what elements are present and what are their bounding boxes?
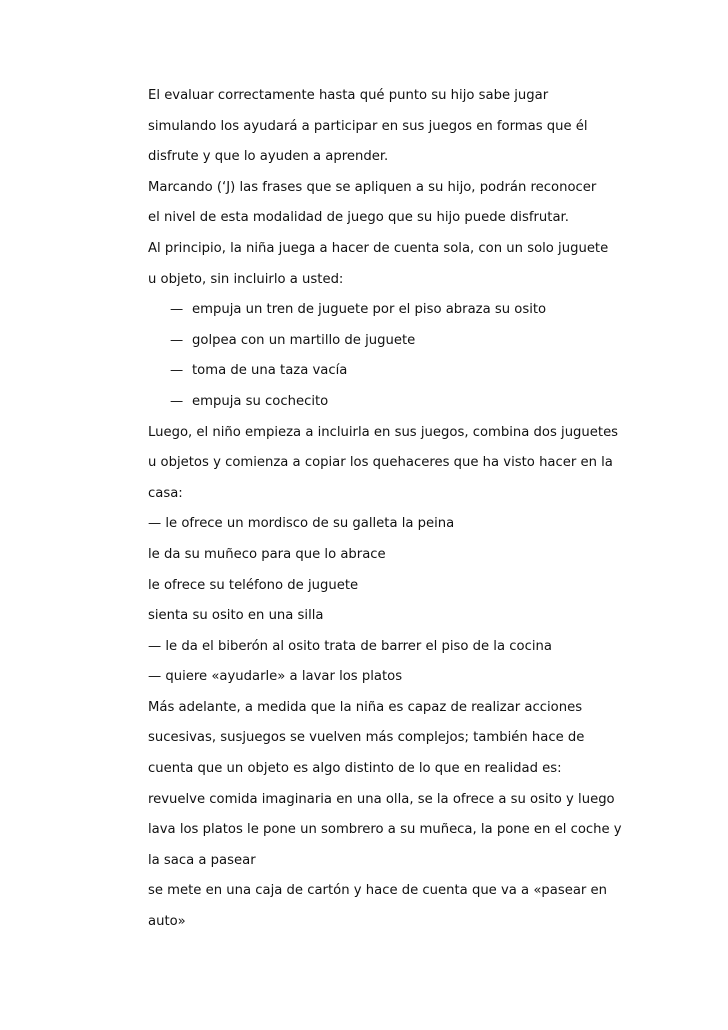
text-line: disfrute y que lo ayuden a aprender. <box>148 149 389 165</box>
text-line: sucesivas, susjuegos se vuelven más complejos; también hace de <box>148 730 585 746</box>
bullet-item <box>148 331 638 362</box>
text-line: Luego, el niño empieza a incluirla en sus juegos, combina dos juguetes <box>148 424 619 440</box>
document-body <box>148 86 638 943</box>
text-line: Al principio, la niña juega a hacer de cuenta sola, con un solo juguete <box>148 240 609 256</box>
text-line: u objetos y comienza a copiar los quehaceres que ha visto hacer en la <box>148 455 613 471</box>
bullet-text: empuja un tren de juguete por el piso abraza su osito <box>192 302 547 318</box>
bullet-text: toma de una taza vacía <box>192 363 348 379</box>
text-line: lava los platos le pone un sombrero a su muñeca, la pone en el coche y <box>148 822 622 838</box>
text-line: revuelve comida imaginaria en una olla, se la ofrece a su osito y luego <box>148 791 615 807</box>
bullet-item <box>148 392 638 423</box>
text-line: Marcando (‘J) las frases que se apliquen a su hijo, podrán reconocer <box>148 179 597 195</box>
bullet-item <box>148 361 638 392</box>
text-line: la saca a pasear <box>148 852 256 868</box>
text-line: — le ofrece un mordisco de su galleta la peina <box>148 516 455 532</box>
text-line: auto» <box>148 914 186 930</box>
text-line: le da su muñeco para que lo abrace <box>148 546 386 562</box>
text-line: el nivel de esta modalidad de juego que su hijo puede disfrutar. <box>148 210 569 226</box>
text-line: sienta su osito en una silla <box>148 608 324 624</box>
text-line: — quiere «ayudarle» a lavar los platos <box>148 669 403 685</box>
bullet-text: empuja su cochecito <box>192 393 329 409</box>
text-line: cuenta que un objeto es algo distinto de lo que en realidad es: <box>148 761 562 777</box>
text-line: simulando los ayudará a participar en sus juegos en formas que él <box>148 118 588 134</box>
text-line: — le da el biberón al osito trata de barrer el piso de la cocina <box>148 638 552 654</box>
dash-marker: — <box>170 393 184 409</box>
text-line: u objeto, sin incluirlo a usted: <box>148 271 344 287</box>
dash-marker: — <box>170 302 184 318</box>
text-line: Más adelante, a medida que la niña es capaz de realizar acciones <box>148 699 583 715</box>
text-line: le ofrece su teléfono de juguete <box>148 577 359 593</box>
dash-marker: — <box>170 363 184 379</box>
bullet-text: golpea con un martillo de juguete <box>192 332 416 348</box>
text-line: se mete en una caja de cartón y hace de cuenta que va a «pasear en <box>148 883 607 899</box>
text-line: casa: <box>148 485 183 501</box>
text-line: El evaluar correctamente hasta qué punto su hijo sabe jugar <box>148 88 549 103</box>
bullet-item <box>148 300 638 331</box>
dash-marker: — <box>170 332 184 348</box>
